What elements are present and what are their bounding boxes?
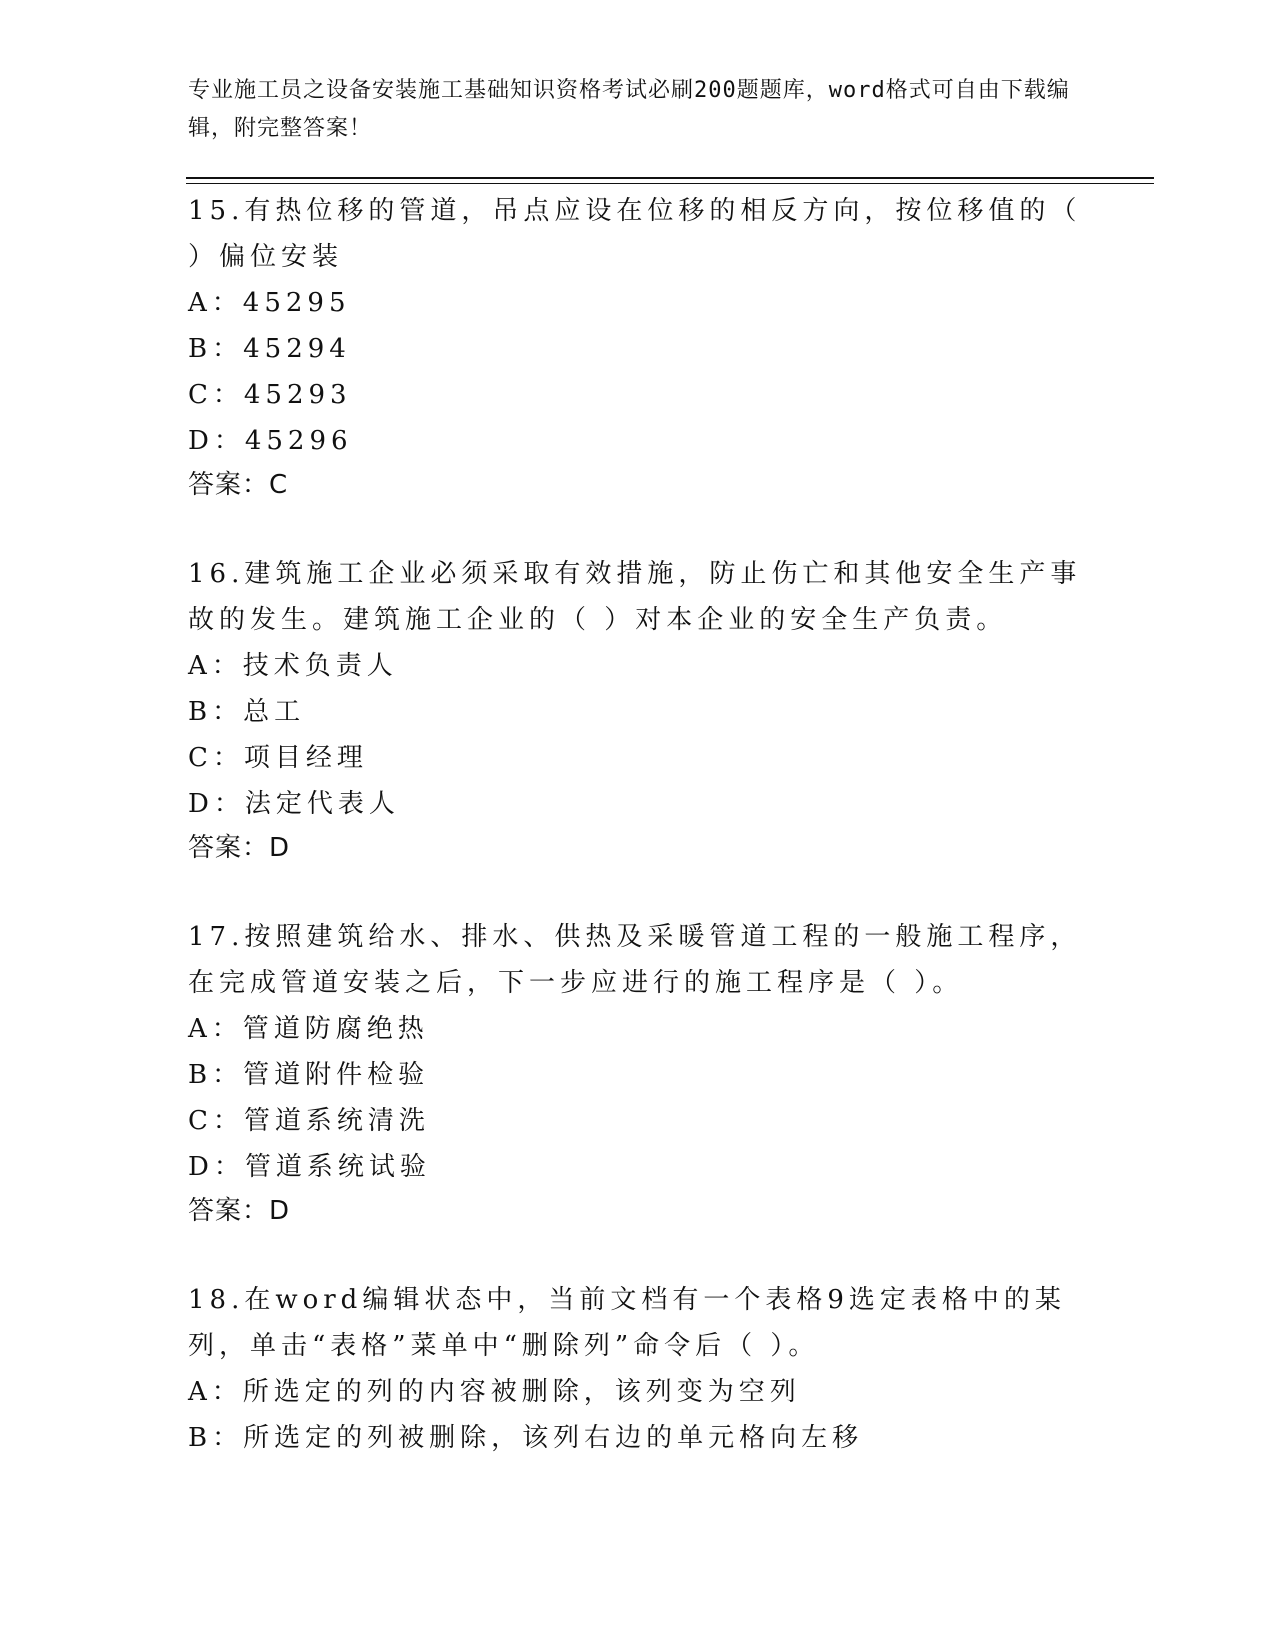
answer: 答案：D bbox=[188, 1196, 291, 1226]
question-stem: 17.按照建筑给水、排水、供热及采暖管道工程的一般施工程序，在完成管道安装之后，下一步应进行的施工程序是（ ）。 bbox=[188, 922, 1082, 998]
header-rule-thick bbox=[186, 177, 1154, 179]
question-18 bbox=[188, 1277, 1088, 1461]
option-d: D：45296 bbox=[188, 426, 353, 456]
option-c: C：项目经理 bbox=[188, 743, 368, 773]
document-header: 专业施工员之设备安装施工基础知识资格考试必刷200题题库，word格式可自由下载编辑，附完整答案！ bbox=[188, 78, 1070, 141]
option-d: D：法定代表人 bbox=[188, 789, 400, 819]
option-b: B：总工 bbox=[188, 697, 306, 727]
question-16 bbox=[188, 551, 1088, 869]
option-a: A：管道防腐绝热 bbox=[188, 1014, 429, 1044]
question-stem: 16.建筑施工企业必须采取有效措施，防止伤亡和其他安全生产事故的发生。建筑施工企业的（ ）对本企业的安全生产负责。 bbox=[188, 559, 1082, 635]
option-a: A：45295 bbox=[188, 288, 351, 318]
question-17 bbox=[188, 914, 1088, 1232]
question-stem: 15.有热位移的管道，吊点应设在位移的相反方向，按位移值的（ ）偏位安装 bbox=[188, 196, 1082, 272]
question-15 bbox=[188, 188, 1088, 506]
option-c: C：管道系统清洗 bbox=[188, 1106, 430, 1136]
answer: 答案：C bbox=[188, 470, 289, 500]
option-b: B：管道附件检验 bbox=[188, 1060, 430, 1090]
option-b: B：45294 bbox=[188, 334, 351, 364]
option-a: A：所选定的列的内容被删除，该列变为空列 bbox=[188, 1377, 801, 1407]
question-list bbox=[188, 188, 1088, 1461]
question-stem: 18.在word编辑状态中，当前文档有一个表格9选定表格中的某列，单击“表格”菜单中“删除列”命令后（ ）。 bbox=[188, 1285, 1066, 1361]
header-rule-thin bbox=[186, 183, 1154, 184]
answer: 答案：D bbox=[188, 833, 291, 863]
option-d: D：管道系统试验 bbox=[188, 1152, 431, 1182]
option-c: C：45293 bbox=[188, 380, 352, 410]
option-a: A：技术负责人 bbox=[188, 651, 398, 681]
option-b: B：所选定的列被删除，该列右边的单元格向左移 bbox=[188, 1423, 864, 1453]
